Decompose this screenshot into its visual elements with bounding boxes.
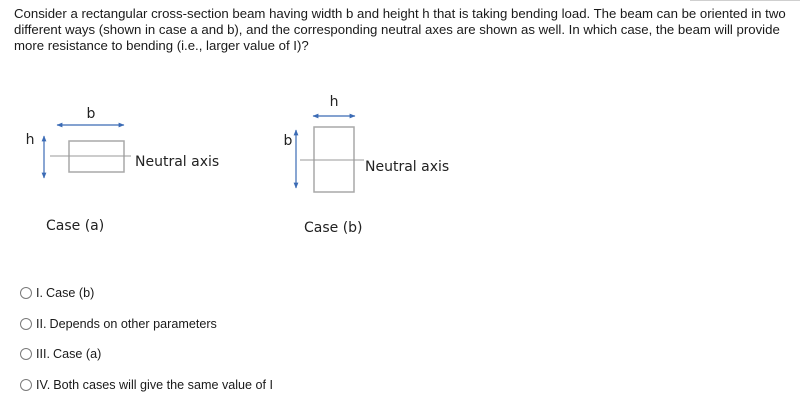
case-a-diagram — [26, 106, 220, 234]
case-b-height-label: b — [284, 133, 293, 149]
option-4-number: IV. — [36, 378, 50, 392]
option-2[interactable] — [20, 309, 273, 340]
option-4-label: Both cases will give the same value of I — [53, 378, 273, 392]
question-text: Consider a rectangular cross-section beam having width b and height h that is taking bending load. The beam can be oriented in two different ways (shown in case a and b), and the corresponding neutral axes are shown as well. In which case, the beam will provide more resistance to bending (i.e., larger value of I)? — [14, 6, 794, 55]
option-2-label: Depends on other parameters — [50, 317, 217, 331]
option-3[interactable] — [20, 339, 273, 370]
case-b-neutral-axis-label: Neutral axis — [365, 159, 449, 175]
case-a-caption: Case (a) — [46, 218, 104, 234]
option-3-label: Case (a) — [53, 347, 101, 361]
option-1-radio[interactable] — [20, 287, 32, 299]
option-2-number: II. — [36, 317, 47, 331]
answer-options — [20, 278, 273, 400]
option-1-label: Case (b) — [46, 286, 94, 300]
case-a-neutral-axis-label: Neutral axis — [135, 154, 219, 170]
case-b-diagram — [284, 94, 450, 236]
option-1[interactable] — [20, 278, 273, 309]
option-4-radio[interactable] — [20, 379, 32, 391]
option-3-radio[interactable] — [20, 348, 32, 360]
case-b-caption: Case (b) — [304, 220, 363, 236]
case-a-height-label: h — [26, 132, 35, 148]
case-b-width-label: h — [330, 94, 339, 110]
option-1-number: I. — [36, 286, 43, 300]
case-a-width-label: b — [87, 106, 96, 122]
option-2-radio[interactable] — [20, 318, 32, 330]
option-4[interactable] — [20, 370, 273, 400]
option-3-number: III. — [36, 347, 50, 361]
